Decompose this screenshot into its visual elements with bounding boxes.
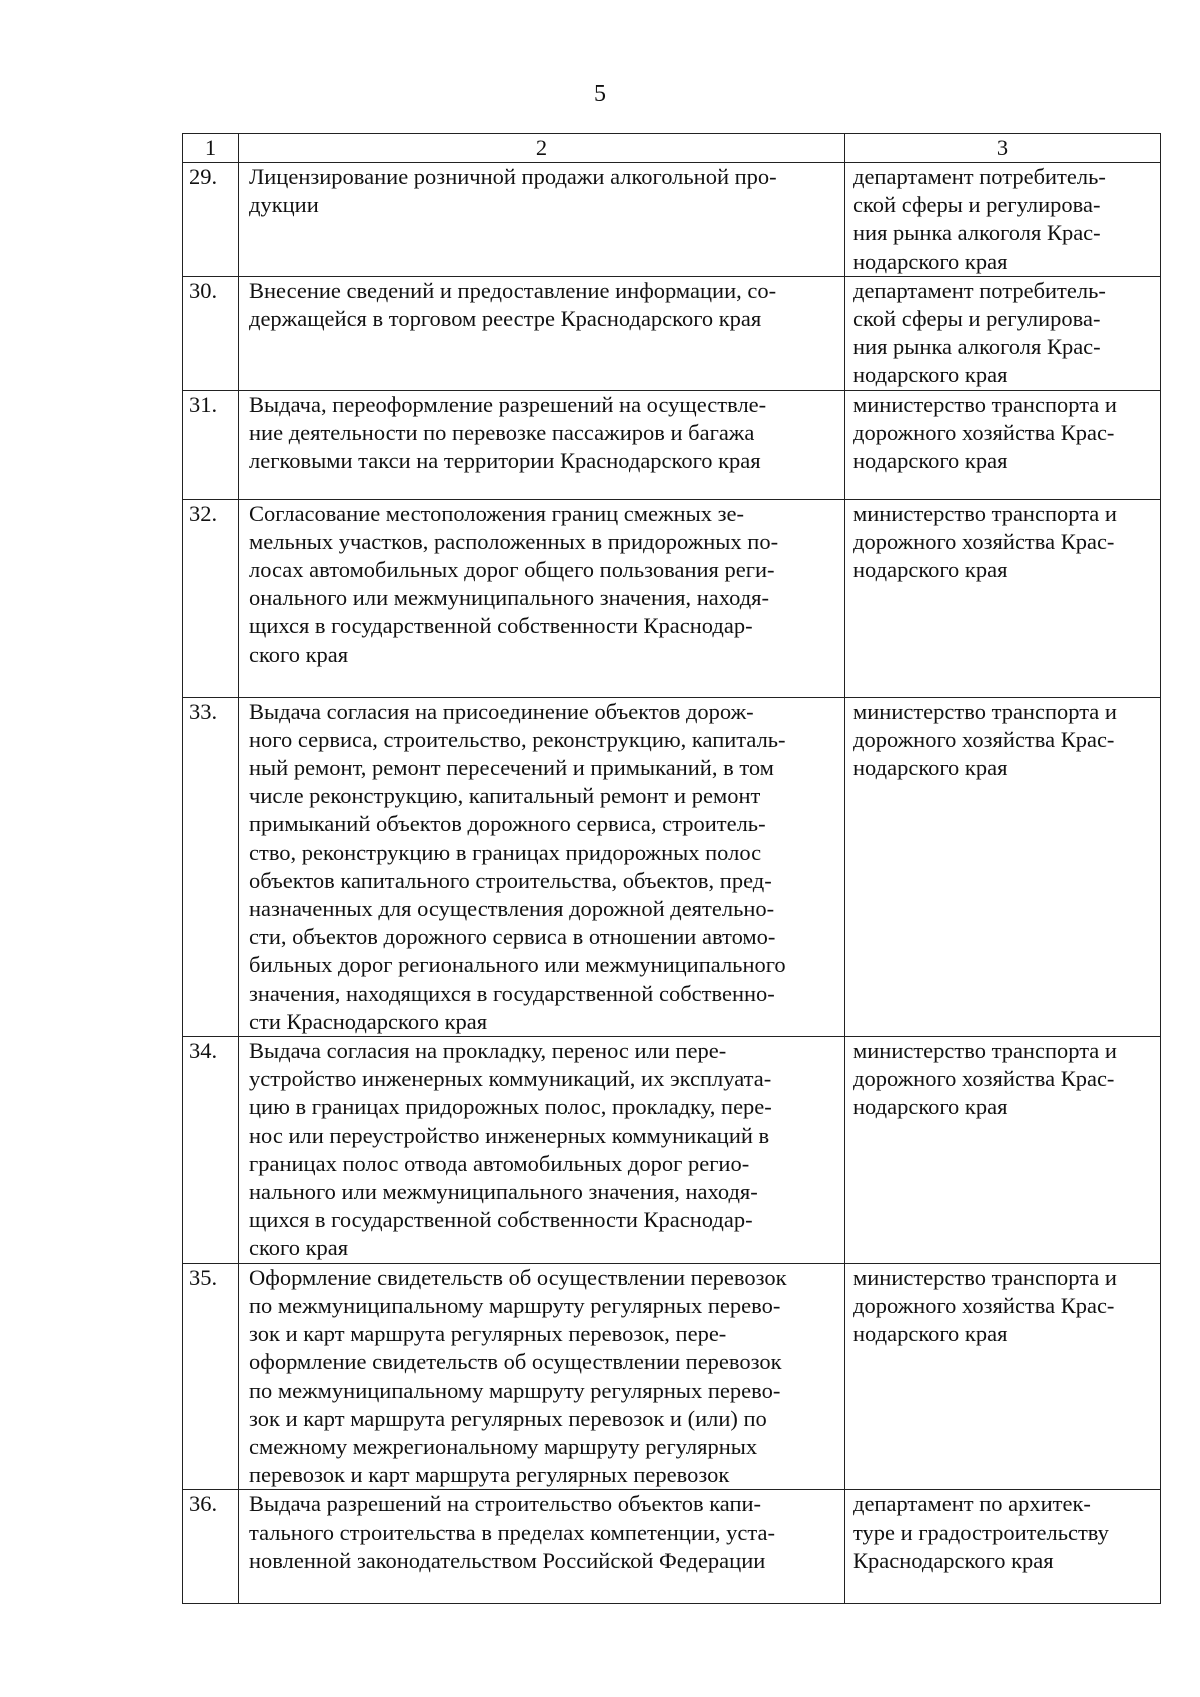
row-number: 30. <box>183 276 239 390</box>
table-row <box>183 276 1161 390</box>
row-number: 31. <box>183 390 239 499</box>
service-description: Выдача согласия на присоединение объектов дорож- ного сервиса, строительство, реконструкцию, капиталь- ный ремонт, ремонт пересечений и примыканий, в том числе реконструкцию, капитальный ремонт и ремонт примыканий объектов дорожного сервиса, строитель- ство, реконструкцию в границах придорожных полос объектов капитального строительства, объектов, пред- назначенных для осуществления дорожной деятельно- сти, объектов дорожного сервиса в отношении автомо- бильных дорог регионального или межмуниципального значения, находящихся в государственной собственно- сти Краснодарского края <box>239 697 845 1036</box>
responsible-agency: министерство транспорта и дорожного хозяйства Крас- нодарского края <box>845 1037 1161 1264</box>
responsible-agency: департамент потребитель- ской сферы и регулирова- ния рынка алкоголя Крас- нодарского края <box>845 163 1161 277</box>
column-header-agency: 3 <box>845 134 1161 163</box>
service-description: Лицензирование розничной продажи алкогольной про- дукции <box>239 163 845 277</box>
row-number: 32. <box>183 499 239 697</box>
row-number: 35. <box>183 1263 239 1490</box>
service-description: Выдача, переоформление разрешений на осуществле- ние деятельности по перевозке пассажиров и багажа легковыми такси на территории Краснодарского края <box>239 390 845 499</box>
column-header-service: 2 <box>239 134 845 163</box>
responsible-agency: министерство транспорта и дорожного хозяйства Крас- нодарского края <box>845 499 1161 697</box>
service-description: Согласование местоположения границ смежных зе- мельных участков, расположенных в придорожных по- лосах автомобильных дорог общего пользования реги- онального или межмуниципального значения, находя- щихся в государственной собственности Краснодар- ского края <box>239 499 845 697</box>
table-header-row <box>183 134 1161 163</box>
table-row <box>183 1037 1161 1264</box>
table-row <box>183 390 1161 499</box>
row-number: 29. <box>183 163 239 277</box>
page-number: 5 <box>594 81 606 107</box>
service-description: Выдача разрешений на строительство объектов капи- тального строительства в пределах компетенции, уста- новленной законодательством Российской Федерации <box>239 1490 845 1604</box>
row-number: 33. <box>183 697 239 1036</box>
services-table <box>182 133 1161 1604</box>
responsible-agency: департамент по архитек- туре и градостроительству Краснодарского края <box>845 1490 1161 1604</box>
table-row <box>183 697 1161 1036</box>
responsible-agency: департамент потребитель- ской сферы и регулирова- ния рынка алкоголя Крас- нодарского края <box>845 276 1161 390</box>
row-number: 34. <box>183 1037 239 1264</box>
service-description: Выдача согласия на прокладку, перенос или пере- устройство инженерных коммуникаций, их эксплуата- цию в границах придорожных полос, прокладку, пере- нос или переустройство инженерных коммуникаций в границах полос отвода автомобильных дорог регио- нального или межмуниципального значения, находя- щихся в государственной собственности Краснодар- ского края <box>239 1037 845 1264</box>
responsible-agency: министерство транспорта и дорожного хозяйства Крас- нодарского края <box>845 390 1161 499</box>
service-description: Внесение сведений и предоставление информации, со- держащейся в торговом реестре Краснодарского края <box>239 276 845 390</box>
table-row <box>183 1263 1161 1490</box>
row-number: 36. <box>183 1490 239 1604</box>
responsible-agency: министерство транспорта и дорожного хозяйства Крас- нодарского края <box>845 1263 1161 1490</box>
service-description: Оформление свидетельств об осуществлении перевозок по межмуниципальному маршруту регулярных перево- зок и карт маршрута регулярных перевозок, пере- оформление свидетельств об осуществлении перевозок по межмуниципальному маршруту регулярных перево- зок и карт маршрута регулярных перевозок и (или) по смежному межрегиональному маршруту регулярных перевозок и карт маршрута регулярных перевозок <box>239 1263 845 1490</box>
responsible-agency: министерство транспорта и дорожного хозяйства Крас- нодарского края <box>845 697 1161 1036</box>
column-header-number: 1 <box>183 134 239 163</box>
table-row <box>183 499 1161 697</box>
table-row <box>183 1490 1161 1604</box>
table-row <box>183 163 1161 277</box>
